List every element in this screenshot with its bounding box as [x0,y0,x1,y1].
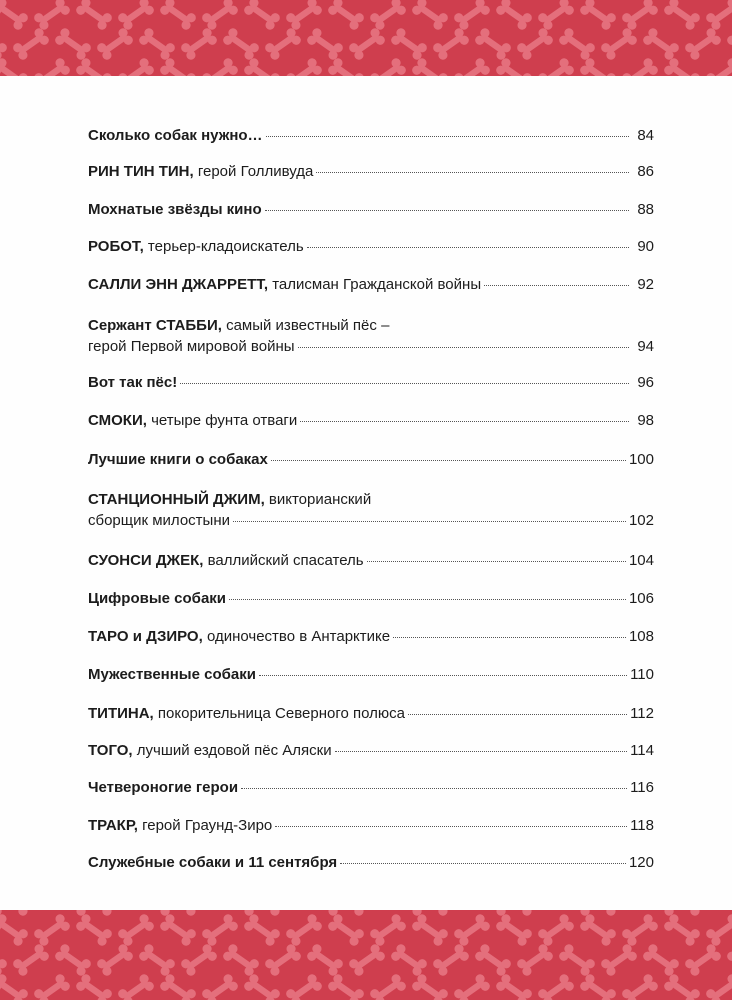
toc-line [88,741,654,760]
dot-leader [408,713,627,715]
bone-icon [704,972,732,1000]
bone-icon [494,912,533,947]
bone-icon [263,942,302,977]
bone-icon [683,910,722,918]
toc-line [88,450,654,469]
toc-page-number: 118 [630,817,654,834]
bone-icon [452,0,491,32]
toc-entry [88,665,654,684]
toc-entry-subtitle: самый известный пёс – [221,317,390,334]
toc-entry-subtitle: герой Граунд-Зиро [137,817,273,834]
toc-entry-subtitle: четыре фунта отваги [146,412,298,429]
toc-entry-subtitle: герой Голливуда [193,163,314,180]
bone-icon [221,942,260,977]
toc-entry-subtitle-continued: сборщик милостыни [88,512,230,529]
dot-leader [271,459,626,461]
toc-entry [88,411,654,430]
bone-icon [116,56,155,76]
toc-page-number: 84 [637,127,654,144]
toc-entry-title: ТАРО и ДЗИРО, [88,628,203,645]
bone-icon [200,0,239,32]
toc-entry-subtitle: одиночество в Антарктике [202,628,391,645]
toc-page-number: 106 [628,590,654,607]
bone-icon [473,942,512,977]
bottom-border-band [0,910,732,1000]
bone-icon [494,972,533,1000]
toc-line [88,373,654,392]
bone-icon [347,0,386,2]
toc-line [88,551,654,570]
bone-icon [263,910,302,918]
bone-icon [32,56,71,76]
toc-page-number: 92 [637,276,654,293]
bone-icon [179,26,218,61]
toc-line [88,162,654,181]
toc-page-number: 90 [637,238,654,255]
dot-leader [180,382,629,384]
dot-leader [229,598,626,600]
toc-entry-title: Сержант СТАББИ, [88,317,222,334]
toc-line [88,200,654,219]
toc-entry [88,589,654,608]
bone-icon [11,942,50,977]
toc-line [88,337,654,356]
dot-leader [300,420,629,422]
toc-page-number: 100 [628,451,654,468]
bone-icon [620,972,659,1000]
bone-icon [347,26,386,61]
dot-leader [393,636,626,638]
bone-icon [74,0,113,32]
toc-entry-title: ТОГО, [88,742,133,759]
bone-icon [515,0,554,2]
toc-entry [88,126,654,145]
toc-page-number: 88 [637,201,654,218]
toc-page-number: 86 [637,163,654,180]
toc-line [88,511,654,530]
bone-icon [641,26,680,61]
bone-icon [641,942,680,977]
toc-entry [88,316,654,356]
bone-icon [599,942,638,977]
toc-line [88,704,654,723]
bone-icon [11,0,50,2]
bone-icon [200,56,239,76]
bone-icon [452,912,491,947]
toc-entry-title: Служебные собаки и 11 сентября [88,854,338,871]
bone-icon [725,942,732,977]
toc-entry [88,778,654,797]
bone-icon [578,0,617,32]
toc-page-number: 116 [630,779,654,796]
bone-icon [284,0,323,32]
bone-icon [200,972,239,1000]
bone-icon [0,912,30,947]
bone-icon [620,56,659,76]
bone-icon [242,972,281,1000]
dot-leader [265,209,629,211]
toc-entry-subtitle: талисман Гражданской войны [268,276,482,293]
bone-icon [683,942,722,977]
bone-icon [515,910,554,918]
toc-entry [88,551,654,570]
bone-icon [368,972,407,1000]
bone-icon [599,0,638,2]
bone-icon [263,26,302,61]
bone-icon [515,26,554,61]
toc-page-number: 94 [637,338,654,355]
toc-line [88,665,654,684]
dot-leader [316,171,629,173]
bone-icon [536,0,575,32]
bone-icon [32,972,71,1000]
toc-entry [88,450,654,469]
dot-leader [335,750,627,752]
toc-entry [88,200,654,219]
toc-page-number: 114 [630,742,654,759]
bone-icon [662,972,701,1000]
bone-icon [95,942,134,977]
bone-icon [284,912,323,947]
toc-entry-subtitle: валлийский спасатель [203,552,364,569]
bone-icon [494,0,533,32]
bone-icon [0,26,9,61]
toc-page-number: 112 [630,705,654,722]
top-border-band [0,0,732,76]
toc-entry-title: Сколько собак нужно… [88,127,263,144]
toc-line [88,627,654,646]
bone-icon [0,972,30,1000]
bone-icon [74,972,113,1000]
dot-leader [241,787,627,789]
bone-icon [0,942,9,977]
toc-entry [88,741,654,760]
toc-page-number: 102 [628,512,654,529]
bone-icon [116,912,155,947]
toc-entry [88,162,654,181]
toc-line [88,126,654,145]
bone-icon [0,56,30,76]
bone-icon [32,912,71,947]
toc-line [88,589,654,608]
bone-icon [704,56,732,76]
bone-icon [557,942,596,977]
bone-icon [599,910,638,918]
toc-entry [88,275,654,294]
toc-entry [88,704,654,723]
toc-entry [88,490,654,530]
bone-icon [11,910,50,918]
bone-icon [116,972,155,1000]
bone-icon [683,26,722,61]
bone-icon [389,942,428,977]
toc-entry-title: ТРАКР, [88,817,138,834]
bone-icon [536,912,575,947]
bone-icon [431,942,470,977]
bone-icon [326,912,365,947]
toc-entry-title: Четвероногие герои [88,779,239,796]
toc-entry-title: СМОКИ, [88,412,147,429]
toc-page [0,76,732,910]
bone-icon [284,56,323,76]
bone-icon [347,942,386,977]
bone-icon [95,910,134,918]
toc-entry-title: Мужественные собаки [88,666,256,683]
toc-line [88,275,654,294]
bone-icon [578,912,617,947]
bone-pattern-bottom [0,910,732,1000]
bone-icon [158,972,197,1000]
bone-icon [284,972,323,1000]
toc-entry-title: РОБОТ, [88,238,144,255]
dot-leader [484,284,629,286]
bone-icon [599,26,638,61]
bone-icon [326,972,365,1000]
dot-leader [259,674,627,676]
bone-icon [368,912,407,947]
bone-icon [683,0,722,2]
toc-line [88,490,654,509]
bone-icon [242,0,281,32]
dot-leader [298,346,629,348]
bone-icon [0,0,30,32]
bone-icon [410,912,449,947]
toc-entry-title: Лучшие книги о собаках [88,451,268,468]
toc-entry-title: САЛЛИ ЭНН ДЖАРРЕТТ, [88,276,269,293]
toc-entry-subtitle: покорительница Северного полюса [153,705,405,722]
bone-icon [368,56,407,76]
toc-entry [88,237,654,256]
toc-line [88,778,654,797]
bone-icon [74,912,113,947]
bone-icon [95,0,134,2]
bone-icon [137,942,176,977]
toc-entry [88,373,654,392]
toc-page-number: 96 [637,374,654,391]
toc-line [88,411,654,430]
bone-icon [305,942,344,977]
bone-icon [620,0,659,32]
toc-line [88,237,654,256]
bone-icon [578,972,617,1000]
bone-icon [242,912,281,947]
bone-icon [431,26,470,61]
toc-page-number: 108 [628,628,654,645]
dot-leader [266,135,629,137]
toc-line [88,816,654,835]
toc-page-number: 120 [628,854,654,871]
toc-page-number: 104 [628,552,654,569]
bone-icon [158,0,197,32]
bone-icon [0,910,732,1000]
toc-line [88,316,654,335]
toc-entry-subtitle: терьер-кладоискатель [143,238,304,255]
bone-icon [389,26,428,61]
bone-icon [326,0,365,32]
toc-entry-title: Вот так пёс! [88,374,178,391]
dot-leader [233,520,626,522]
bone-icon [452,972,491,1000]
toc-entry-subtitle: лучший ездовой пёс Аляски [132,742,332,759]
bone-icon [137,26,176,61]
bone-icon [557,26,596,61]
bone-pattern-top [0,0,732,76]
bone-icon [221,26,260,61]
toc-line [88,853,654,872]
bone-icon [0,0,732,76]
bone-icon [32,0,71,32]
bone-icon [410,0,449,32]
bone-icon [536,56,575,76]
bone-icon [662,0,701,32]
toc-entry-title: Мохнатые звёзды кино [88,201,262,218]
dot-leader [340,862,626,864]
bone-icon [704,0,732,32]
toc-entry-title: РИН ТИН ТИН, [88,163,194,180]
toc-entry [88,853,654,872]
bone-icon [725,26,732,61]
toc-page-number: 98 [637,412,654,429]
bone-icon [53,26,92,61]
bone-icon [158,912,197,947]
toc-entry-title: СУОНСИ ДЖЕК, [88,552,204,569]
bone-icon [515,942,554,977]
dot-leader [275,825,627,827]
toc-entry [88,816,654,835]
bone-icon [11,26,50,61]
toc-entry-title: Цифровые собаки [88,590,227,607]
toc-entry [88,627,654,646]
bone-icon [179,942,218,977]
toc-page-number: 110 [630,666,654,683]
bone-icon [200,912,239,947]
bone-icon [431,910,470,918]
bone-icon [473,26,512,61]
bone-icon [305,26,344,61]
bone-icon [263,0,302,2]
bone-icon [662,912,701,947]
dot-leader [367,560,626,562]
toc-entry-subtitle: викторианский [264,491,372,508]
dot-leader [307,246,629,248]
bone-icon [179,910,218,918]
bone-icon [53,942,92,977]
bone-icon [116,0,155,32]
bone-icon [179,0,218,2]
toc-entry-title: ТИТИНА, [88,705,154,722]
toc-entry-title: СТАНЦИОННЫЙ ДЖИМ, [88,491,265,508]
bone-icon [347,910,386,918]
bone-icon [368,0,407,32]
bone-icon [431,0,470,2]
toc-entry-subtitle-continued: герой Первой мировой войны [88,338,295,355]
bone-icon [410,972,449,1000]
bone-icon [452,56,491,76]
bone-icon [536,972,575,1000]
bone-icon [95,26,134,61]
bone-icon [620,912,659,947]
bone-icon [704,912,732,947]
